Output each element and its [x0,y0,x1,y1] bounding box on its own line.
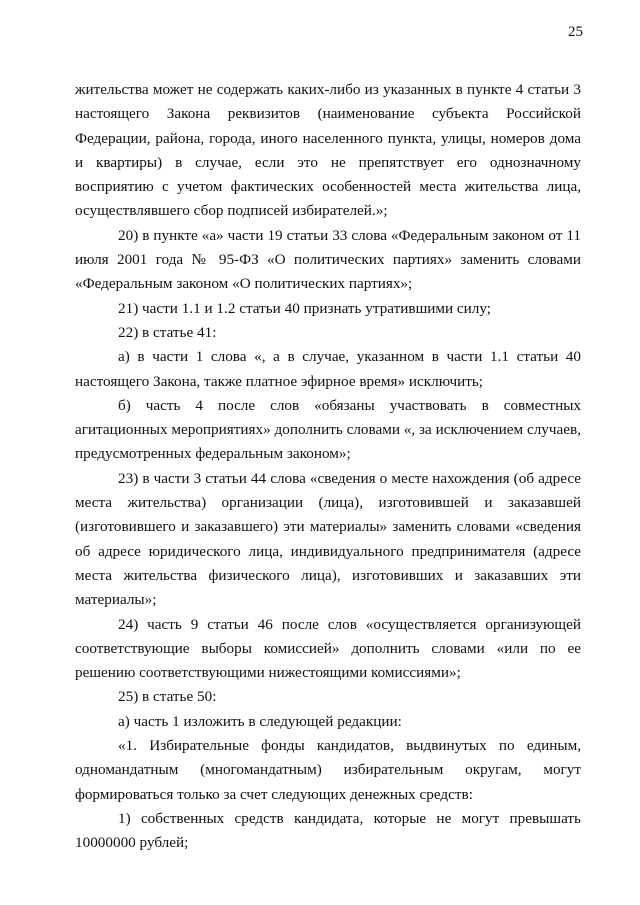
paragraph: 20) в пункте «а» части 19 статьи 33 слова «Федеральным законом от 11 июля 2001 года № 95-ФЗ «О политических партиях» заменить словами «Федеральным законом «О политических партиях»; [75,226,581,293]
paragraph: 25) в статье 50: [118,688,217,706]
paragraph: 1) собственных средств кандидата, которые не могут превышать 10000000 рублей; [75,809,581,852]
paragraph: 21) части 1.1 и 1.2 статьи 40 признать утратившими силу; [118,299,491,317]
paragraph: б) часть 4 после слов «обязаны участвовать в совместных агитационных мероприятиях» дополнить словами «, за исключением случаев, предусмотренных федеральным законом»; [75,396,581,463]
document-body [75,78,581,856]
paragraph: 24) часть 9 статьи 46 после слов «осуществляется организующей соответствующие выборы комиссией» дополнить словами «или по ее решению соответствующими нижестоящими комиссиями»; [75,615,581,682]
paragraph: а) часть 1 изложить в следующей редакции: [118,712,402,730]
paragraph: жительства может не содержать каких-либо из указанных в пункте 4 статьи 3 настоящего Закона реквизитов (наименование субъекта Российской Федерации, района, города, иного населенного пункта, улицы, номеров дома и квартиры) в случае, если это не препятствует его однозначному восприятию с учетом фактических особенностей места жительства лица, осуществлявшего сбор подписей избирателей.»; [75,81,581,220]
paragraph: а) в части 1 слова «, а в случае, указанном в части 1.1 статьи 40 настоящего Закона, также платное эфирное время» исключить; [75,348,581,390]
paragraph: «1. Избирательные фонды кандидатов, выдвинутых по единым, одномандатным (многомандатным) избирательным округам, могут формироваться только за счет следующих денежных средств: [75,737,581,803]
page-number: 25 [568,24,583,40]
paragraph: 22) в статье 41: [118,323,217,341]
paragraph: 23) в части 3 статьи 44 слова «сведения о месте нахождения (об адресе места жительства) организации (лица), изготовившей и заказавшей (изготовившего и заказавшего) эти материалы» заменить словами «сведения об адресе юридического лица, индивидуального предпринимателя (адресе места жительства физического лица), изготовивших и заказавших эти материалы»; [75,469,581,609]
